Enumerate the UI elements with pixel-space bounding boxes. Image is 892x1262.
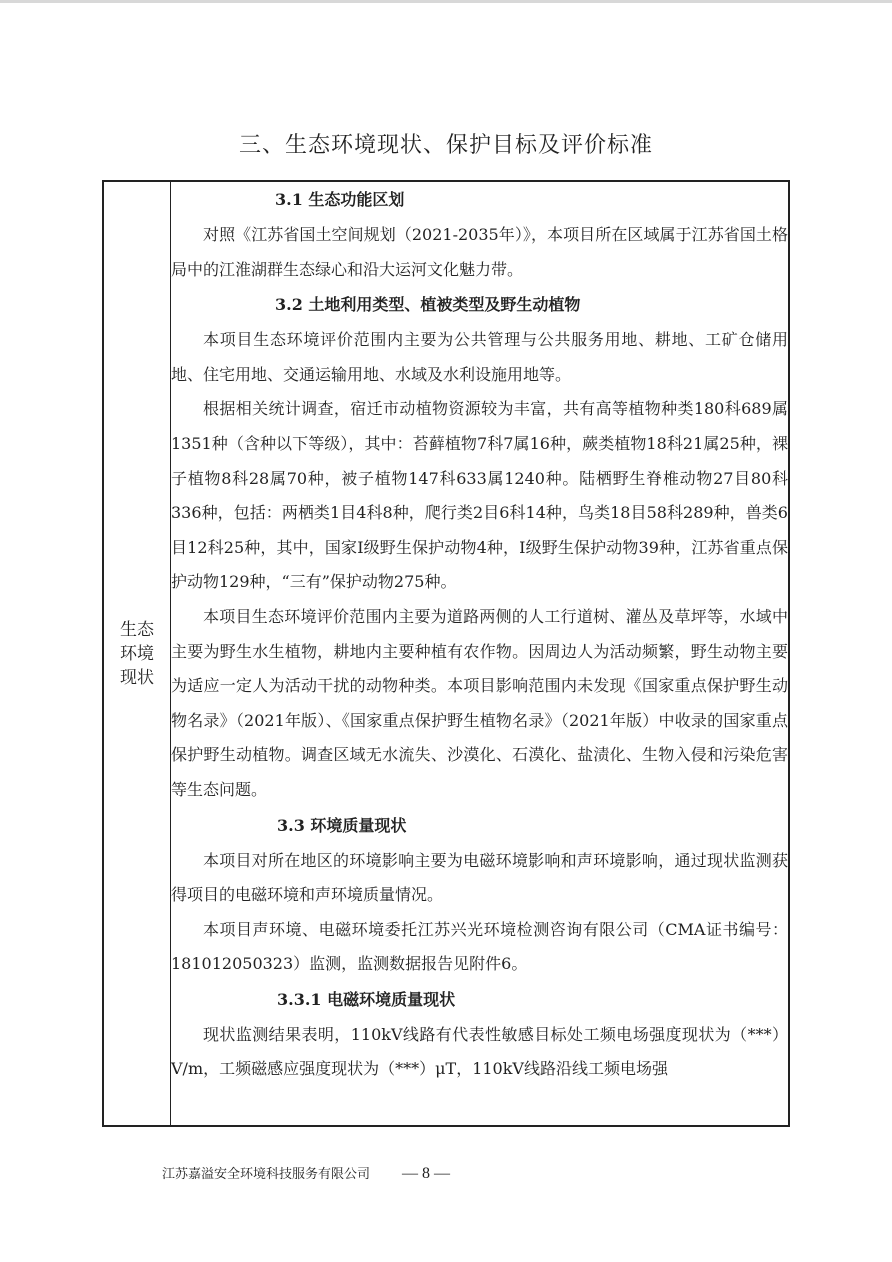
section-heading-3-1: 3.1 生态功能区划 [275, 190, 405, 209]
page-top-border [0, 0, 892, 3]
paragraph: 对照《江苏省国土空间规划（2021-2035年）》，本项目所在区域属于江苏省国土格局中的江淮湖群生态绿心和沿大运河文化魅力带。 [171, 225, 788, 279]
section-heading-3-3: 3.3 环境质量现状 [277, 815, 407, 835]
paragraph: 本项目生态环境评价范围内主要为道路两侧的人工行道树、灌丛及草坪等，水域中主要为野生水生植物，耕地内主要种植有农作物。因周边人为活动频繁，野生动物主要为适应一定人为活动干扰的动物种类。本项目影响范围内未发现《国家重点保护野生动物名录》（2021年版）、《国家重点保护野生植物名录》（2021年版）中收录的国家重点保护野生动植物。调查区域无水流失、沙漠化、石漠化、盐渍化、生物入侵和污染危害等生态问题。 [171, 606, 788, 799]
paragraph: 现状监测结果表明，110kV线路有代表性敏感目标处工频电场强度现状为（***）V/m，工频磁感应强度现状为（***）μT，110kV线路沿线工频电场强 [171, 1024, 788, 1079]
content-cell [171, 181, 790, 1126]
paragraph: 本项目声环境、电磁环境委托江苏兴光环境检测咨询有限公司（CMA证书编号：181012050323）监测，监测数据报告见附件6。 [171, 919, 788, 974]
paragraph: 本项目生态环境评价范围内主要为公共管理与公共服务用地、耕地、工矿仓储用地、住宅用地、交通运输用地、水域及水利设施用地等。 [171, 330, 788, 384]
paragraph: 根据相关统计调查，宿迁市动植物资源较为丰富，共有高等植物种类180科689属1351种（含种以下等级），其中：苔藓植物7科7属16种，蕨类植物18科21属25种，裸子植物8科28属70种，被子植物147科633属1240种。陆栖野生脊椎动物27目80科336种，包括：两栖类1目4科8种，爬行类2目6科14种，鸟类18目58科289种，兽类6目12科25种，其中，国家I级野生保护动物4种，I级野生保护动物39种，江苏省重点保护动物129种，“三有”保护动物275种。 [171, 399, 788, 592]
side-label-line: 现状 [120, 667, 154, 688]
section-heading-3-3-1: 3.3.1 电磁环境质量现状 [277, 989, 456, 1009]
page-number: — 8 — [402, 1165, 450, 1182]
side-label-line: 环境 [120, 643, 154, 664]
side-label-line: 生态 [120, 619, 154, 640]
content-table [102, 180, 790, 1127]
side-label-cell [103, 181, 171, 1126]
paragraph: 本项目对所在地区的环境影响主要为电磁环境影响和声环境影响，通过现状监测获得项目的电磁环境和声环境质量情况。 [171, 850, 788, 905]
footer-company: 江苏嘉溢安全环境科技服务有限公司 [162, 1167, 371, 1182]
section-heading-3-2: 3.2 土地利用类型、植被类型及野生动植物 [275, 295, 581, 315]
page-title: 三、生态环境现状、保护目标及评价标准 [238, 133, 653, 158]
